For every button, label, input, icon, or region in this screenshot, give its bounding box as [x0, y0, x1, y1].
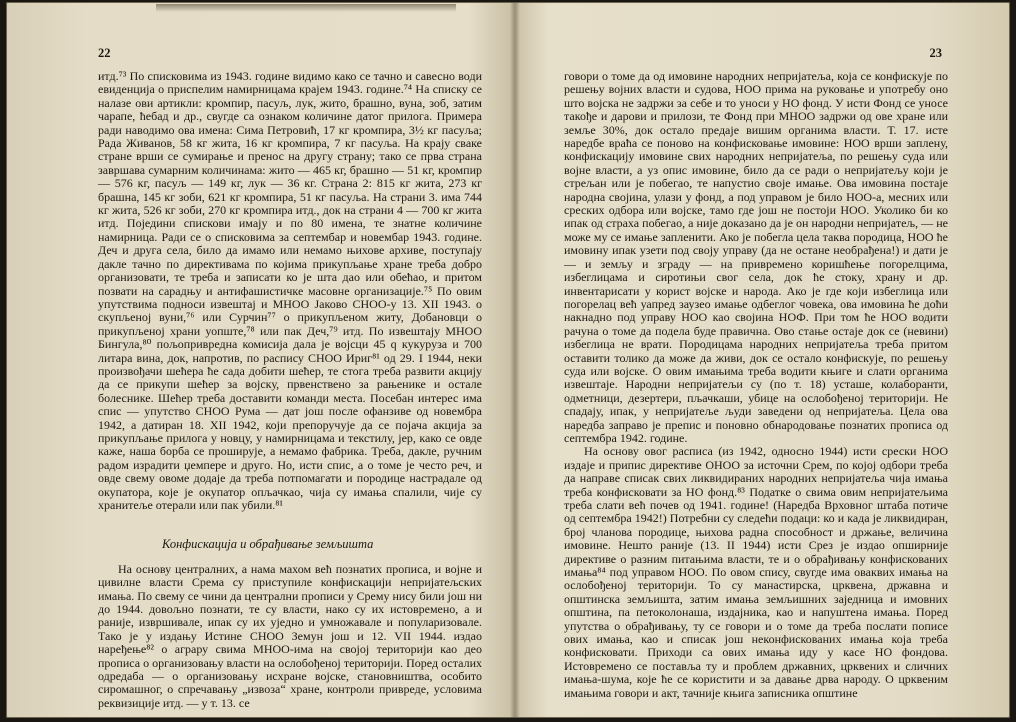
- paragraph: На основу овог расписа (из 1942, односно 1944) исти срески НОО издаје и припис директиве ОНОО за источни Срем, по којој одбори треба да направе списак свих ликвидираних народних непријатеља чија имања треба конфисковати за НО фонд.⁸³ Податке о свима овим непријатељима треба слати већ почев од 1941. године! (Наредба Врховног штаба потиче од септембра 1942!) Потребни су следећи подаци: ко и када је ликвидиран, број чланова породице, њихова радна способност и држање, величина имовине. Нешто раније (13. II 1944) исти Срез је издао опширније директиве о разним питањима власти, те и о обрађивању конфискованих имања⁸⁴ под управом НОО. По овом спису, свугде има оваквих имања на ослобођеној територији. То су манастирска, црквена, државна и општинска земљишта, затим имања земљишних заједница и имовних општина, па петоколонаша, издајника, као и напуштена имања. Поред упутства о обрађивању, ту се говори и о томе да треба послати пописе ових имања, као и списак још неконфискованих имања која треба конфисковати. Приходи са ових имања иду у касе НО фондова. Истовремено се поставља ту и проблем државних, црквених и сличних имања-шума, које ће се користити и за давање дрва народу. О црквеним имањима говори и акт, тачније књига записника општине: [564, 444, 948, 700]
- left-page: [6, 2, 512, 718]
- page-number-left: 22: [98, 46, 111, 60]
- page-number-right: 23: [929, 46, 942, 60]
- right-page-text: [564, 70, 948, 700]
- paragraph: говори о томе да од имовине народних непријатеља, која се конфискује по решењу војних власти и судова, НОО прима на руковање и употребу оно што војска не задржи за себе и то уноси у НО фонд. У исти Фонд се уносе такође и дарови и прилози, те Фонд при МНОО задржи од ове хране или земље 30%, док остало предаје вишим органима власти. Т. 17. исте наредбе враћа се поново на конфисковање имовине: НОО врши заплену, конфискацију имовине свих народних непријатеља, по решењу суда или војне власти, а уз опис имовине, било да се ради о непријатељу који је стрељан или је побегао, те напустио своје имање. Ова имовина постаје народна својина, улази у фонд, а под управом је било НОО-а, месних или среских одбора или војске, тамо где још не постоји НОО. Уколико би ко ипак од страха побегао, а није доказано да је он народни непријатељ, — не може му се имање запленити. Ако је побегла цела таква породица, НОО ће имовину ипак узети под своју управу (да не остане необрађена!) и дати је — и земљу и зграду — на привремено коришћење погорелцима, избеглицама и сиротињи свог села, док ће стоку, храну и др. инвентарисати у корист војске и народа. Ако је где који избеглица или погорелац већ уапред заузео имање одбеглог човека, ова имовина ће доћи накнадно под управу НОО као својина НОФ. При том ће НОО водити рачуна о томе да подела буде правична. Ово стање остаје док се (невини) избеглица не врати. Породицама народних непријатеља треба притом оставити толико да може да живи, док се остало конфискује, по решењу суда или војске. О овим имањима треба водити књиге и слати органима извештаје. Народни непријатељи су (по т. 18) усташе, колаборанти, одметници, дезертери, пљачкаши, убице на ослобођеној територији. Не спадају, ипак, у непријатеље људи заведени од непријатеља. Цела ова наредба заправо је препис и поновно обнародовање познатих прописа од септембра 1942. године.: [564, 69, 948, 445]
- paragraph: На основу централних, а нама махом већ познатих прописа, и војне и цивилне власти Срема су приступиле конфискацији непријатељских имања. По свему се чини да централни прописи у Срему нису били још ни до 1944. довољно познати, те су власти, нако су их истовремено, а и раније, извршивале, ипак су их уједно и умножавале и популаризовале. Тако је у издању Истине СНОО Земун још и 12. VII 1944. издао наређење⁸² о аграру свима МНОО-има на својој територији као део прописа о организовању власти на ослобођеној територији. Поред осталих одредаба — о организовању исхране војске, становништва, особито сиромашног, о спречавању „извоза“ хране, контроли привреде, условима реквизиције итд. — у т. 13. се: [98, 561, 482, 710]
- section-heading: Конфискација и обрађивање земљишта: [162, 537, 374, 552]
- left-page-text: [98, 70, 482, 710]
- paragraph: итд.⁷³ По списковима из 1943. године видимо како се тачно и савесно води евиденција о приспелим намирницама крајем 1943. године.⁷⁴ На списку се налазе ови артикли: кромпир, пасуљ, лук, жито, брашно, вуна, зоб, затим чарапе, ћебад и др., свугде са ознаком количине датог прилога. Примера ради наводимо ова имена: Сима Петровић, 17 кг кромпира, 3½ кг пасуља; Рада Живанов, 58 кг жита, 16 кг кромпира, 7 кг пасуља. На крају сваке стране врши се сумирање и пренос на другу страну; тако се прва страна завршава сумарним количинама: жито — 465 кг, брашно — 51 кг, кромпир — 576 кг, пасуљ — 149 кг, лук — 36 кг. Страна 2: 815 кг жита, 273 кг брашна, 145 кг зоби, 621 кг кромпира, 51 кг пасуља. На страни 3. има 744 кг жита, 526 кг зоби, 270 кг кромпира итд., док на страни 4 — 700 кг жита итд. Поједини спискови имају и по 80 имена, те знатне количине намирница. Ради се о списковима за септембар и новембар 1943. године. Деч и друга села, било да имамо или немамо њихове архиве, поступају дакле тачно по директивама по којима прикупљање хране треба добро организовати, те треба и записати ко је шта дао или обећао, и притом позвати на сарадњу и антифашистичке масовне организације.⁷⁵ По овим упутствима подноси извештај и МНОО Јаково СНОО-у 13. XII 1943. о скупљеној вуни,⁷⁶ или Сурчин⁷⁷ о прикупљеном житу, Добановци о прикупљеној храни уопште,⁷⁸ или пак Деч,⁷⁹ итд. По извештају МНОО Бингула,⁸⁰ пољопривредна комисија дала је војсци 45 q кукуруза и 700 литара вина, док, напротив, по распису СНОО Ириг⁸¹ од 29. I 1944, неки произвођачи шећера ће сада добити шећер, те стога треба развити акцију да се прикупи шећер за војску, првенствено за рањенике и остале болеснике. Шећер треба доставити команди места. Посебан интерес има спис — упутство СНОО Рума — дат још после офанзиве од новембра 1942, а датиран 18. XII 1942, који препоручује да се појача акција за прикупљање прилога у новцу, у намирницама и текстилу, јер, како се овде каже, наша борба се проширује, а немамо фабрика. Треба, дакле, ручним радом израдити џемпере и друго. Но, исти спис, а о томе је често реч, и овде свему овоме додаје да треба потпомагати и породице настрадале од окупатора, које је окупатор опљачкао, чија су имања спалили, чије су хранитеље отерали или пак убили.⁸¹: [98, 69, 482, 512]
- book-spread: [6, 2, 1010, 718]
- right-page: [518, 2, 1010, 718]
